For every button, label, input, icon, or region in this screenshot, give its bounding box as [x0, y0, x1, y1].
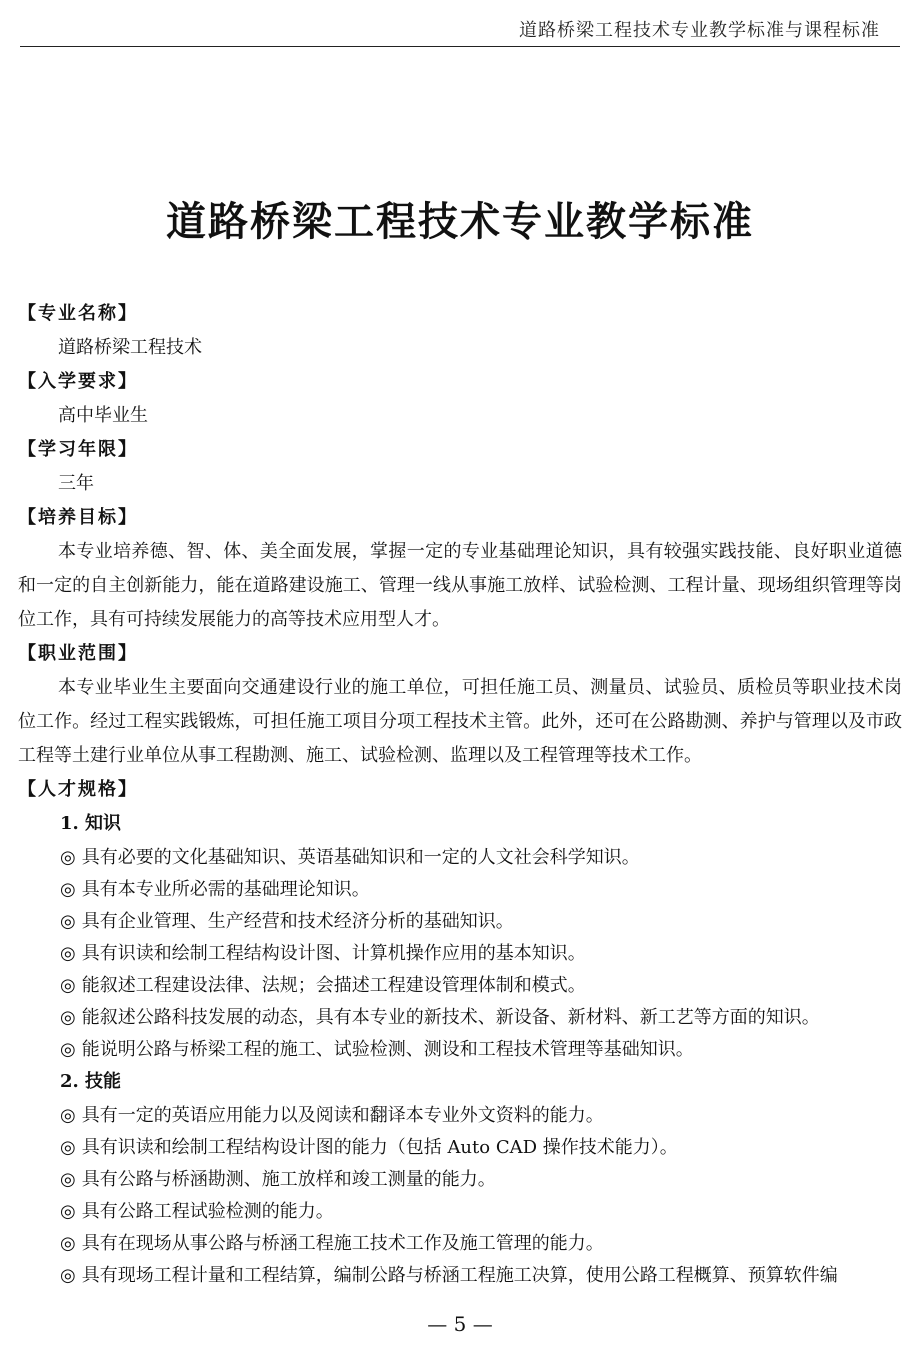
- header-rule: [20, 46, 900, 47]
- bullet-mark: ◎: [60, 1137, 76, 1158]
- list-item: ◎ 具有公路与桥涵勘测、施工放样和竣工测量的能力。: [60, 1169, 496, 1190]
- page-number: — 5 —: [427, 1312, 493, 1336]
- career-paragraph: 本专业毕业生主要面向交通建设行业的施工单位，可担任施工员、测量员、试验员、质检员等职业技术岗位工作。经过工程实践锻炼，可担任施工项目分项工程技术主管。此外，还可在公路勘测、养护与管理以及市政工程等土建行业单位从事工程勘测、施工、试验检测、监理以及工程管理等技术工作。: [18, 677, 902, 766]
- bullet-mark: ◎: [60, 1039, 76, 1060]
- section-heading-career: 【职业范围】: [18, 643, 138, 664]
- list-item: ◎ 具有在现场从事公路与桥涵工程施工技术工作及施工管理的能力。: [60, 1233, 604, 1254]
- bullet-mark: ◎: [60, 1233, 76, 1254]
- bullet-mark: ◎: [60, 1201, 76, 1222]
- bullet-mark: ◎: [60, 1265, 76, 1286]
- document-title: 道路桥梁工程技术专业教学标准: [166, 198, 754, 245]
- admission-value: 高中毕业生: [58, 405, 148, 426]
- list-item: ◎ 具有识读和绘制工程结构设计图的能力（包括 Auto CAD 操作技术能力）。: [60, 1137, 678, 1158]
- list-item: ◎ 能说明公路与桥梁工程的施工、试验检测、测设和工程技术管理等基础知识。: [60, 1039, 694, 1060]
- skills-subheading: 2. 技能: [60, 1071, 122, 1092]
- section-heading-talent: 【人才规格】: [18, 779, 138, 800]
- duration-value: 三年: [58, 473, 94, 494]
- bullet-mark: ◎: [60, 911, 76, 932]
- section-heading-duration: 【学习年限】: [18, 439, 138, 460]
- knowledge-list: [18, 841, 902, 1065]
- section-heading-objectives: 【培养目标】: [18, 507, 138, 528]
- objectives-paragraph: 本专业培养德、智、体、美全面发展，掌握一定的专业基础理论知识，具有较强实践技能、良好职业道德和一定的自主创新能力，能在道路建设施工、管理一线从事施工放样、试验检测、工程计量、现场组织管理等岗位工作，具有可持续发展能力的高等技术应用型人才。: [18, 541, 902, 630]
- list-item: ◎ 具有企业管理、生产经营和技术经济分析的基础知识。: [60, 911, 514, 932]
- bullet-mark: ◎: [60, 1169, 76, 1190]
- bullet-mark: ◎: [60, 1105, 76, 1126]
- list-item: ◎ 具有识读和绘制工程结构设计图、计算机操作应用的基本知识。: [60, 943, 586, 964]
- list-item: ◎ 能叙述公路科技发展的动态，具有本专业的新技术、新设备、新材料、新工艺等方面的知识。: [60, 1007, 820, 1028]
- bullet-mark: ◎: [60, 1007, 76, 1028]
- list-item: ◎ 具有必要的文化基础知识、英语基础知识和一定的人文社会科学知识。: [60, 847, 640, 868]
- knowledge-subheading: 1. 知识: [60, 813, 122, 834]
- skills-list: [18, 1099, 902, 1291]
- major-name-value: 道路桥梁工程技术: [58, 337, 202, 358]
- bullet-mark: ◎: [60, 847, 76, 868]
- list-item: ◎ 具有公路工程试验检测的能力。: [60, 1201, 334, 1222]
- bullet-mark: ◎: [60, 879, 76, 900]
- list-item: ◎ 具有现场工程计量和工程结算，编制公路与桥涵工程施工决算，使用公路工程概算、预算软件编: [60, 1265, 838, 1286]
- list-item: ◎ 具有本专业所必需的基础理论知识。: [60, 879, 370, 900]
- section-heading-admission: 【入学要求】: [18, 371, 138, 392]
- section-heading-major-name: 【专业名称】: [18, 303, 138, 324]
- document-body: [18, 297, 902, 1291]
- list-item: ◎ 能叙述工程建设法律、法规；会描述工程建设管理体制和模式。: [60, 975, 586, 996]
- list-item: ◎ 具有一定的英语应用能力以及阅读和翻译本专业外文资料的能力。: [60, 1105, 604, 1126]
- running-header: 道路桥梁工程技术专业教学标准与课程标准: [519, 20, 880, 41]
- bullet-mark: ◎: [60, 975, 76, 996]
- bullet-mark: ◎: [60, 943, 76, 964]
